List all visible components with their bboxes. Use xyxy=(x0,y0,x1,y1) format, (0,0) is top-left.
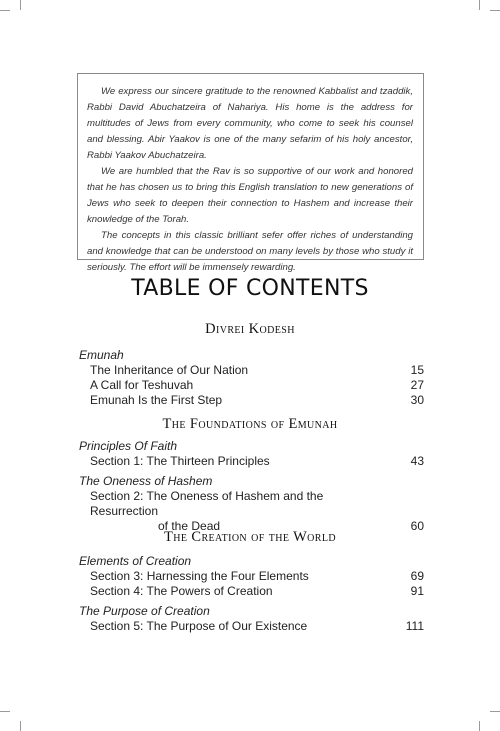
toc-group xyxy=(79,554,424,599)
toc-title: TABLE OF CONTENTS xyxy=(131,276,369,301)
entry-title-line: Section 2: The Oneness of Hashem and the Resurrection xyxy=(90,489,324,518)
section-heading: The Creation of the World xyxy=(164,529,336,545)
crop-mark xyxy=(479,721,480,731)
toc-entry[interactable] xyxy=(79,584,424,599)
toc-group xyxy=(79,439,424,469)
entry-title xyxy=(90,489,394,534)
entry-title: Section 5: The Purpose of Our Existence xyxy=(90,619,308,633)
entry-page: 15 xyxy=(410,363,424,377)
section-heading: Divrei Kodesh xyxy=(205,321,295,337)
toc-entry[interactable] xyxy=(79,489,424,534)
entry-page: 27 xyxy=(410,378,424,392)
toc-entry[interactable] xyxy=(79,393,424,408)
toc-entry[interactable] xyxy=(79,378,424,393)
crop-mark xyxy=(0,711,10,712)
entry-title: Section 4: The Powers of Creation xyxy=(90,584,273,598)
entry-page: 30 xyxy=(410,393,424,407)
toc-entry[interactable] xyxy=(79,619,424,634)
entry-page: 43 xyxy=(410,454,424,468)
toc-group xyxy=(79,604,424,634)
intro-paragraph: We are humbled that the Rav is so supportive of our work and honored that he has chosen us to bring this English translation to new generations of Jews who seek to deepen their connection to Hashem and increase their knowledge of the Torah. xyxy=(87,166,413,225)
toc-entry[interactable] xyxy=(79,363,424,378)
group-label: The Oneness of Hashem xyxy=(79,474,213,488)
toc-entry[interactable] xyxy=(79,569,424,584)
intro-paragraph: The concepts in this classic brilliant sefer offer riches of understanding and knowledge that can be understood on many levels by those who study it seriously. The effort will be immensely rewarding. xyxy=(87,230,413,273)
intro-paragraph: We express our sincere gratitude to the renowned Kabbalist and tzaddik, Rabbi David Abuchatzeira of Nahariya. His home is the address for multitudes of Jews from every community, who come to seek his counsel and blessing. Abir Yaakov is one of the many sefarim of his holy ancestor, Rabbi Yaakov Abuchatzeira. xyxy=(87,86,413,161)
entry-title: The Inheritance of Our Nation xyxy=(90,363,249,377)
entry-title: Emunah Is the First Step xyxy=(90,393,223,407)
entry-page: 60 xyxy=(410,519,424,533)
entry-page: 91 xyxy=(410,584,424,598)
toc-entry[interactable] xyxy=(79,454,424,469)
entry-title-continuation: of the Dead xyxy=(158,519,221,533)
crop-mark xyxy=(490,711,500,712)
entry-title: Section 3: Harnessing the Four Elements xyxy=(90,569,309,583)
crop-mark xyxy=(490,10,500,11)
entry-page: 111 xyxy=(405,619,424,633)
crop-mark xyxy=(20,0,21,10)
toc-group xyxy=(79,348,424,408)
crop-mark xyxy=(479,0,480,10)
acknowledgement-box xyxy=(77,73,424,273)
group-label: Emunah xyxy=(79,348,124,362)
crop-mark xyxy=(20,721,21,731)
group-label: Principles Of Faith xyxy=(79,439,178,453)
entry-title: Section 1: The Thirteen Principles xyxy=(90,454,270,468)
group-label: Elements of Creation xyxy=(79,554,192,568)
group-label: The Purpose of Creation xyxy=(79,604,210,618)
entry-title: A Call for Teshuvah xyxy=(90,378,194,392)
section-heading: The Foundations of Emunah xyxy=(162,416,338,432)
toc-group xyxy=(79,474,424,534)
entry-page: 69 xyxy=(410,569,424,583)
crop-mark xyxy=(0,10,10,11)
